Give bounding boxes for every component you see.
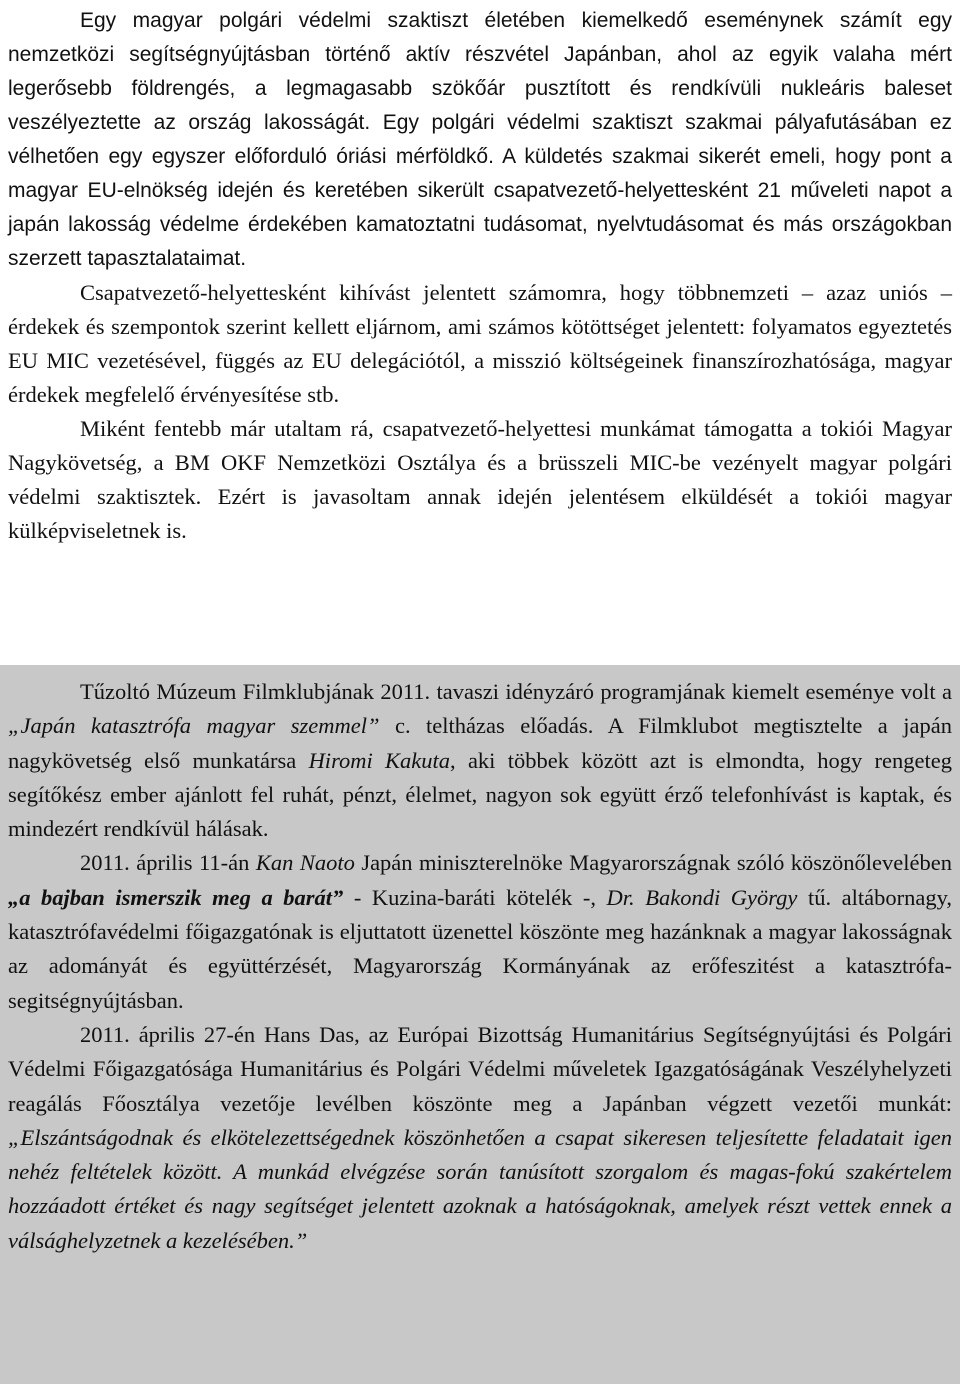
report-text-section	[0, 0, 960, 548]
person-name: Kan Naoto	[255, 850, 355, 876]
text-run: tű. altábornagy, katasztrófavédelmi főigazgatónak is eljuttatott üzenettel köszönte meg hazánknak a magyar lakosságnak az adományát és együttérzését, Magyarország Kormányának az erőfeszitést a katasztrófa-segitségnyújtásban.	[8, 884, 952, 1013]
highlighted-box	[0, 665, 960, 1384]
paragraph-support-embassy: Miként fentebb már utaltam rá, csapatvezető-helyettesi munkámat támogatta a tokiói Magyar Nagykövetség, a BM OKF Nemzetközi Osztálya és a brüsszeli MIC-be vezényelt magyar polgári védelmi szaktisztek. Ezért is javasoltam annak idején jelentésem elküldését a tokiói magyar külképviseletnek is.	[8, 416, 952, 543]
text-run: 2011. április 11-án	[80, 850, 256, 876]
text-run: Tűzoltó Múzeum Filmklubjának 2011. tavaszi idényzáró programjának kiemelt eseménye volt a	[80, 679, 952, 704]
paragraph-deputy-team-leader: Csapatvezető-helyettesként kihívást jelentett számomra, hogy többnemzeti – azaz uniós – érdekek és szempontok szerint kellett eljárnom, ami számos kötöttséget jelentett: folyamatos egyeztetés EU MIC vezetésével, függés az EU delegációtól, a misszió költségeinek finanszírozhatósága, magyar érdekek megfelelő érvényesítése stb.	[8, 280, 952, 407]
text-run: , aki többek között azt is elmondta, hogy rengeteg segítőkész ember ajánlott fel ruhát, pénzt, élelmet, nagyon sok együtt érző telefonhívást is kaptak, és mindezért rendkívül hálásak.	[8, 747, 953, 842]
text-run: - Kuzina-baráti kötelék -,	[343, 884, 607, 910]
letter-quote: „a bajban ismerszik meg a barát”	[8, 884, 344, 910]
paragraph-film-club	[8, 675, 952, 846]
lecture-title: „Japán katasztrófa magyar szemmel”	[8, 713, 380, 739]
person-name: Dr. Bakondi György	[606, 884, 798, 910]
text-run: c. teltházas előadás. A Filmklubot megtisztelte a japán nagykövetség első munkatársa	[8, 713, 952, 773]
text-run: Japán miniszterelnöke Magyarországnak szóló köszönőlevelében	[354, 850, 952, 876]
person-name: Hiromi Kakuta	[308, 747, 451, 773]
paragraph-japan-mission: Egy magyar polgári védelmi szaktiszt életében kiemelkedő eseménynek számít egy nemzetközi segítségnyújtásban történő aktív részvétel Japánban, ahol az egyik valaha mért legerősebb földrengés, a legmagasabb szökőár pusztított és rendkívüli nukleáris baleset veszélyeztette az ország lakosságát. Egy polgári védelmi szaktiszt szakmai pályafutásában ez vélhetően egy egyszer előforduló óriási mérföldkő. A küldetés szakmai sikerét emeli, hogy pont a magyar EU-elnökség idején és keretében sikerült csapatvezető-helyettesként 21 műveleti napot a japán lakosság védelme érdekében kamatoztatni tudásomat, nyelvtudásomat és más országokban szerzett tapasztalataimat.	[8, 9, 952, 270]
text-run: 2011. április 27-én Hans Das, az Európai Bizottság Humanitárius Segítségnyújtási és Polgári Védelmi Főigazgatósága Humanitárius és Polgári Védelmi műveletek Igazgatóságának Veszélyhelyzeti reagálás Főosztálya vezetője levélben köszönte meg a Japánban végzett vezetői munkát:	[8, 1021, 952, 1116]
paragraph-prime-minister-letter	[8, 846, 952, 1017]
letter-quote: „Elszántságodnak és elkötelezettségednek köszönhetően a csapat sikeresen teljesítette feladatait igen nehéz feltételek között. A munkád elvégzése során tanúsított szorgalom és magas-fokú szakértelem hozzáadott értéket és nagy segítséget jelentett azoknak a hatóságoknak, amelyek részt vettek ennek a válsághelyzetnek a kezelésében.”	[8, 1124, 952, 1253]
paragraph-hans-das-letter	[8, 1018, 952, 1258]
